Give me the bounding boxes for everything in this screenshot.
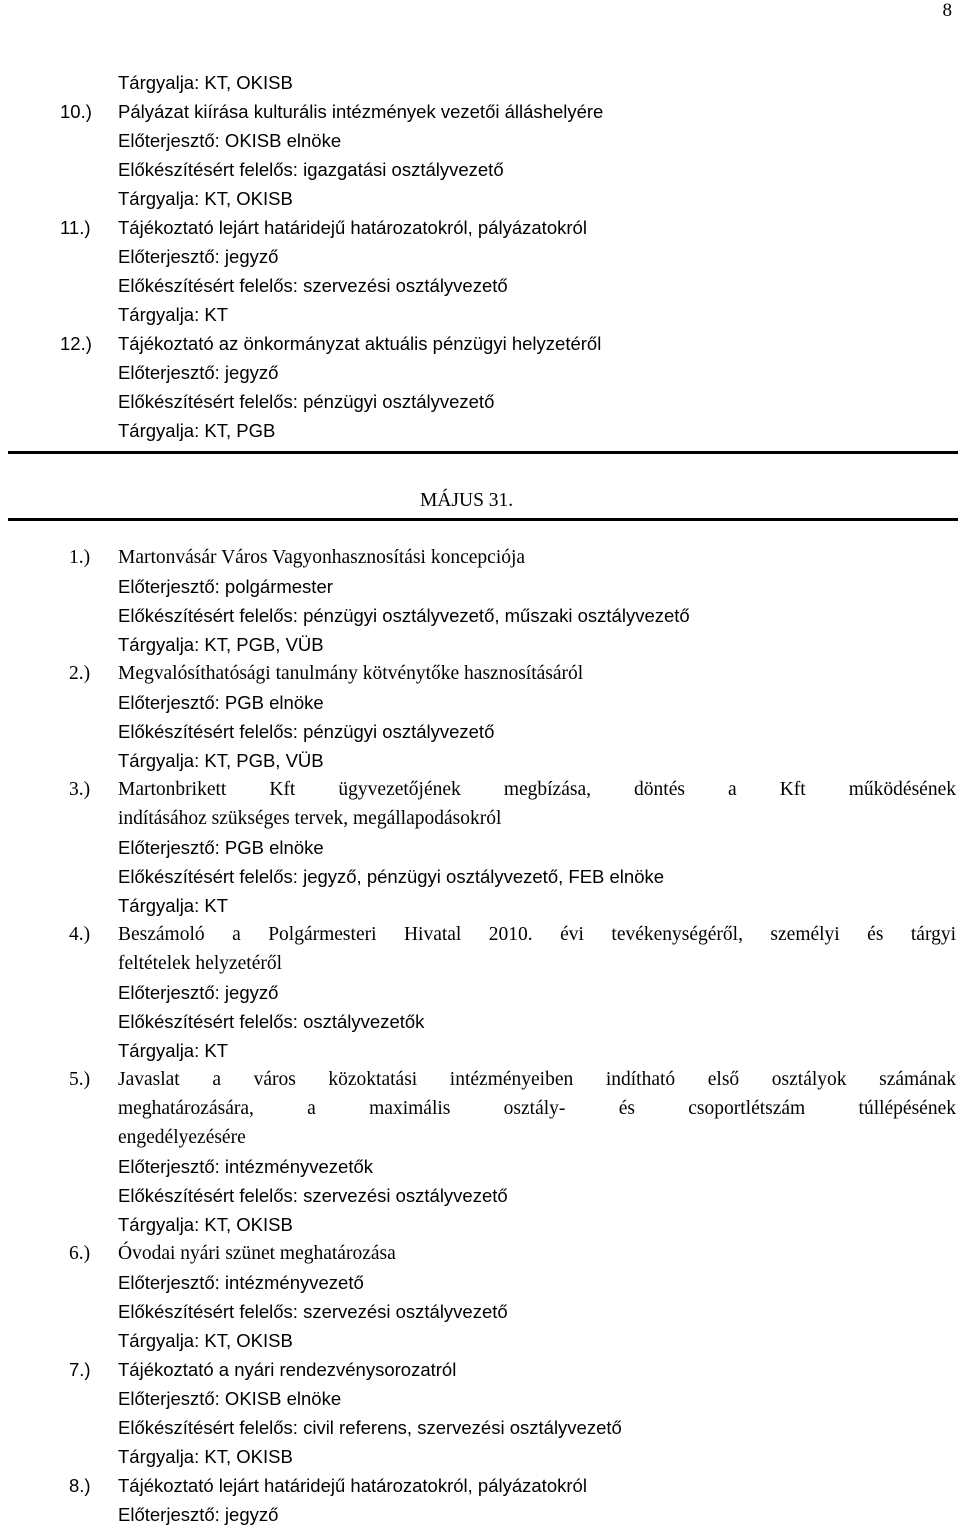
discussed-by-line: Tárgyalja: KT, OKISB bbox=[118, 1214, 293, 1235]
agenda-item-4 bbox=[0, 920, 960, 1065]
agenda-item-title-line bbox=[0, 775, 960, 804]
presenter-line: Előterjesztő: PGB elnöke bbox=[118, 837, 324, 858]
agenda-item-title: Javaslat a város közoktatási intézményeiben indítható első osztályok számának bbox=[118, 1069, 956, 1090]
presenter-line: Előterjesztő: OKISB elnöke bbox=[118, 1388, 342, 1409]
agenda-item-title: Tájékoztató a nyári rendezvénysorozatról bbox=[118, 1359, 457, 1380]
responsible-line: Előkészítésért felelős: civil referens, szervezési osztályvezető bbox=[118, 1417, 622, 1438]
carry-over-discussed-by: Tárgyalja: KT, OKISB bbox=[118, 72, 293, 93]
agenda-item-title: Megvalósíthatósági tanulmány kötvénytőke hasznosításáról bbox=[118, 663, 584, 684]
agenda-item-7 bbox=[0, 1355, 960, 1471]
agenda-item-number: 1.) bbox=[69, 547, 91, 568]
agenda-item-number: 7.) bbox=[69, 1359, 91, 1380]
presenter-line: Előterjesztő: polgármester bbox=[118, 576, 333, 597]
discussed-by-line: Tárgyalja: KT, PGB, VÜB bbox=[118, 634, 324, 655]
section-header bbox=[0, 445, 960, 543]
discussed-by-line: Tárgyalja: KT bbox=[118, 304, 229, 325]
agenda-item-title-line bbox=[0, 213, 960, 242]
agenda-item-title-continuation: feltételek helyzetéről bbox=[118, 953, 283, 974]
agenda-item-title: Óvodai nyári szünet meghatározása bbox=[118, 1243, 396, 1264]
presenter-line: Előterjesztő: intézményvezetők bbox=[118, 1156, 374, 1177]
presenter-line: Előterjesztő: jegyző bbox=[118, 982, 279, 1003]
agenda-document bbox=[0, 68, 960, 1529]
agenda-item-number: 5.) bbox=[69, 1069, 91, 1090]
agenda-item-title: Tájékoztató lejárt határidejű határozatokról, pályázatokról bbox=[118, 1475, 587, 1496]
agenda-item-title: Tájékoztató lejárt határidejű határozatokról, pályázatokról bbox=[118, 217, 587, 238]
agenda-item-title-continuation: indításához szükséges tervek, megállapodásokról bbox=[118, 808, 502, 829]
agenda-item-title-line bbox=[0, 97, 960, 126]
presenter-line: Előterjesztő: jegyző bbox=[118, 1504, 279, 1525]
presenter-line: Előterjesztő: jegyző bbox=[118, 246, 279, 267]
agenda-item-8 bbox=[0, 1471, 960, 1529]
agenda-item-title: Martonbrikett Kft ügyvezetőjének megbízása, döntés a Kft működésének bbox=[118, 779, 956, 800]
responsible-line: Előkészítésért felelős: jegyző, pénzügyi osztályvezető, FEB elnöke bbox=[118, 866, 665, 887]
responsible-line: Előkészítésért felelős: osztályvezetők bbox=[118, 1011, 425, 1032]
agenda-item-10 bbox=[0, 97, 960, 213]
agenda-item-title: Beszámoló a Polgármesteri Hivatal 2010. évi tevékenységéről, személyi és tárgyi bbox=[118, 924, 956, 945]
section-divider-top bbox=[8, 451, 958, 454]
discussed-by-line: Tárgyalja: KT bbox=[118, 1040, 229, 1061]
agenda-item-title: Martonvásár Város Vagyonhasznosítási koncepciója bbox=[118, 547, 526, 568]
agenda-item-number: 3.) bbox=[69, 779, 91, 800]
agenda-item-number: 12.) bbox=[60, 333, 92, 354]
agenda-item-title: Pályázat kiírása kulturális intézmények vezetői álláshelyére bbox=[118, 101, 604, 122]
discussed-by-line: Tárgyalja: KT, OKISB bbox=[118, 188, 293, 209]
agenda-item-11 bbox=[0, 213, 960, 329]
agenda-item-title-line bbox=[0, 1471, 960, 1500]
presenter-line: Előterjesztő: PGB elnöke bbox=[118, 692, 324, 713]
responsible-line: Előkészítésért felelős: pénzügyi osztályvezető bbox=[118, 721, 495, 742]
agenda-item-2 bbox=[0, 659, 960, 775]
agenda-item-number: 8.) bbox=[69, 1475, 91, 1496]
agenda-item-5 bbox=[0, 1065, 960, 1239]
agenda-item-title-continuation: engedélyezésére bbox=[118, 1127, 246, 1148]
agenda-item-6 bbox=[0, 1239, 960, 1355]
discussed-by-line: Tárgyalja: KT bbox=[118, 895, 229, 916]
agenda-item-number: 10.) bbox=[60, 101, 92, 122]
agenda-item-title-line bbox=[0, 920, 960, 949]
agenda-item-number: 6.) bbox=[69, 1243, 91, 1264]
agenda-item-title-line bbox=[0, 1239, 960, 1268]
agenda-item-title-line bbox=[0, 1355, 960, 1384]
responsible-line: Előkészítésért felelős: szervezési osztályvezető bbox=[118, 1185, 508, 1206]
responsible-line: Előkészítésért felelős: pénzügyi osztályvezető, műszaki osztályvezető bbox=[118, 605, 690, 626]
agenda-item-title-line bbox=[0, 1065, 960, 1094]
agenda-item-title-line bbox=[0, 543, 960, 572]
responsible-line: Előkészítésért felelős: igazgatási osztályvezető bbox=[118, 159, 504, 180]
agenda-item-title-line bbox=[0, 329, 960, 358]
responsible-line: Előkészítésért felelős: szervezési osztályvezető bbox=[118, 1301, 508, 1322]
agenda-item-number: 4.) bbox=[69, 924, 91, 945]
agenda-item-title: Tájékoztató az önkormányzat aktuális pénzügyi helyzetéről bbox=[118, 333, 602, 354]
agenda-item-1 bbox=[0, 543, 960, 659]
agenda-item-number: 11.) bbox=[60, 217, 91, 238]
discussed-by-line: Tárgyalja: KT, OKISB bbox=[118, 1330, 293, 1351]
agenda-item-title-line bbox=[0, 659, 960, 688]
agenda-item-3 bbox=[0, 775, 960, 920]
discussed-by-line: Tárgyalja: KT, OKISB bbox=[118, 1446, 293, 1467]
responsible-line: Előkészítésért felelős: pénzügyi osztályvezető bbox=[118, 391, 495, 412]
section-title: MÁJUS 31. bbox=[420, 490, 514, 511]
presenter-line: Előterjesztő: jegyző bbox=[118, 362, 279, 383]
discussed-by-line: Tárgyalja: KT, PGB, VÜB bbox=[118, 750, 324, 771]
discussed-by-line: Tárgyalja: KT, PGB bbox=[118, 420, 276, 441]
agenda-item-title-continuation: meghatározására, a maximális osztály- és csoportlétszám túllépésének bbox=[118, 1098, 956, 1119]
responsible-line: Előkészítésért felelős: szervezési osztályvezető bbox=[118, 275, 508, 296]
presenter-line: Előterjesztő: OKISB elnöke bbox=[118, 130, 342, 151]
section-divider-bottom bbox=[8, 518, 958, 521]
presenter-line: Előterjesztő: intézményvezető bbox=[118, 1272, 364, 1293]
agenda-item-12 bbox=[0, 329, 960, 445]
page-number: 8 bbox=[942, 0, 952, 21]
agenda-item-number: 2.) bbox=[69, 663, 91, 684]
